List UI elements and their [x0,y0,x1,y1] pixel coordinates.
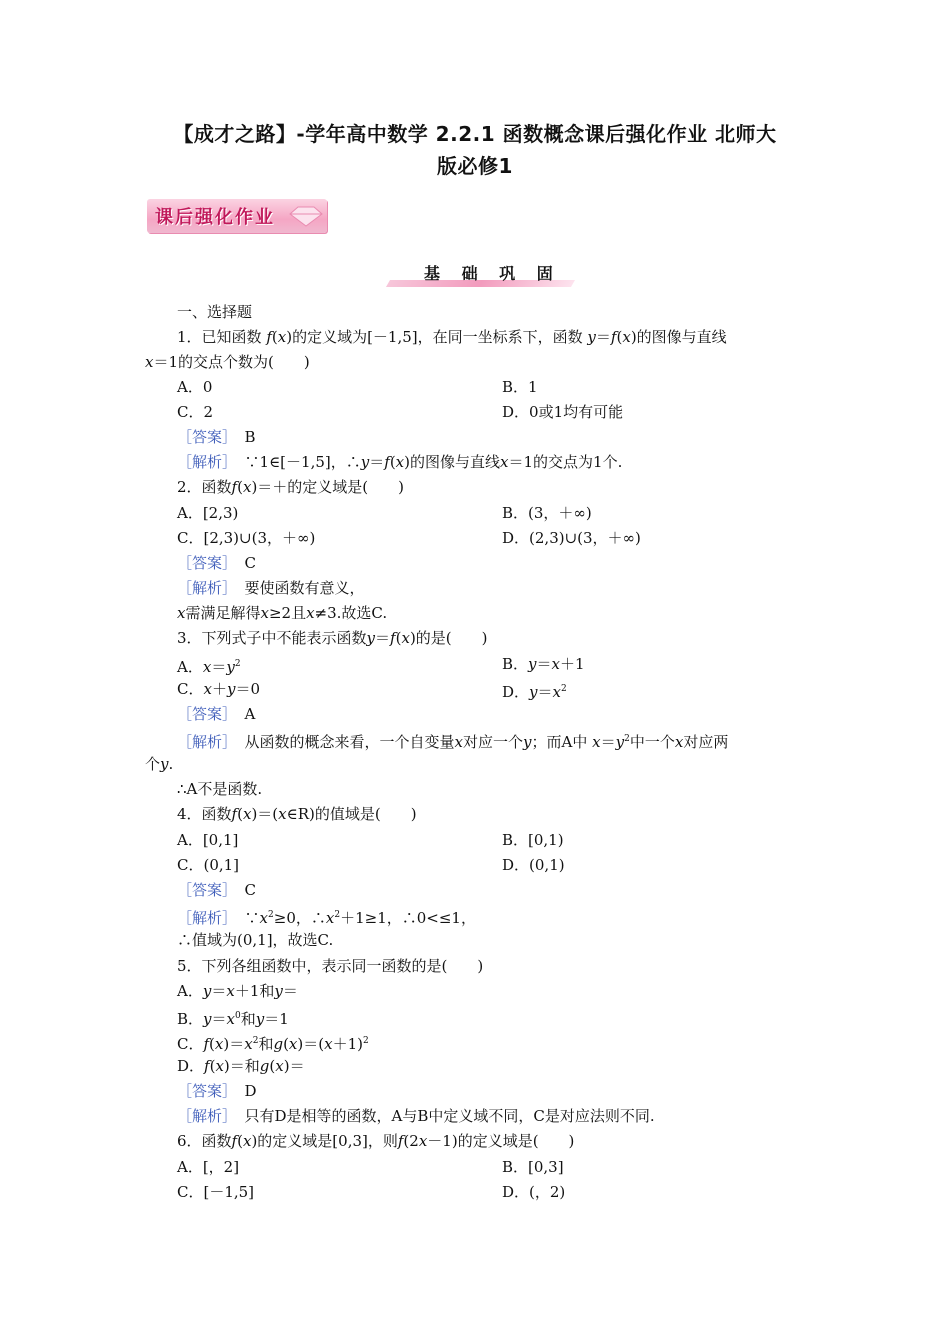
q5-option-a: A．y＝x＋1和y＝ [177,982,298,1000]
q1-option-b: B．1 [502,378,538,396]
q6-stem: 6．函数f(x)的定义域是[0,3]，则f(2x－1)的定义域是( ) [177,1132,575,1150]
q2-analysis: ［解析］ 要使函数有意义， [177,579,365,597]
title-line-2: 版必修1 [437,154,513,178]
q4-analysis-line2: ∴值域为(0,1]，故选C. [177,931,334,949]
q4-option-d: D．(0,1) [502,856,565,874]
q4-answer: ［答案］ C [177,881,257,899]
q6-option-a: A．[，2] [177,1158,240,1176]
q3-answer: ［答案］ A [177,705,256,723]
q4-stem: 4．函数f(x)＝(x∈R)的值域是( ) [177,805,417,823]
q6-option-b: B．[0,3] [502,1158,564,1176]
q2-stem: 2．函数f(x)＝＋的定义域是( ) [177,478,405,496]
q1-stem-line2: x＝1的交点个数为( ) [145,353,310,371]
q3-option-b: B．y＝x＋1 [502,655,585,673]
q1-option-a: A．0 [177,378,213,396]
q5-option-d: D．f(x)＝和g(x)＝ [177,1057,305,1075]
q5-option-b: B．$y=x^0$和y＝1 [177,1010,289,1028]
q3-stem: 3．下列式子中不能表示函数y＝f(x)的是( ) [177,629,488,647]
q2-analysis-line2: x需满足解得x≥2且x≠3.故选C. [177,604,388,622]
q5-answer: ［答案］ D [177,1082,257,1100]
q1-option-d: D．0或1均有可能 [502,403,624,421]
q5-option-c: C．$f(x)=x^2$和$g(x)=(x+1)^2$ [177,1035,369,1053]
part-heading: 一、选择题 [177,303,253,321]
q3-option-c: C．x＋y＝0 [177,680,260,698]
q2-option-b: B．(3，＋∞) [502,504,592,522]
q3-option-d: D．$y=x^2$ [502,683,567,701]
q2-option-d: D．(2,3)∪(3，＋∞) [502,529,641,547]
document-title [130,118,820,182]
title-line-1: 【成才之路】-学年高中数学 2.2.1 函数概念课后强化作业 北师大 [173,122,777,146]
diamond-icon [286,204,326,230]
q4-option-c: C．(0,1] [177,856,240,874]
q4-analysis: ［解析］ $\because x^2\ge 0$，$\therefore x^2+1\ge 1$，∴0<≤1， [177,909,476,927]
q3-option-a: A．$x=y^2$ [177,658,241,676]
q1-option-c: C．2 [177,403,214,421]
q2-answer: ［答案］ C [177,554,257,572]
q2-option-c: C．[2,3)∪(3，＋∞) [177,529,316,547]
section-heading-text: 基 础 巩 固 [424,264,561,283]
q5-analysis: ［解析］ 只有D是相等的函数，A与B中定义域不同，C是对应法则不同. [177,1107,655,1125]
q1-analysis: ［解析］ ∵1∈[－1,5]，∴y＝f(x)的图像与直线x＝1的交点为1个. [177,453,623,471]
badge-label: 课后强化作业 [155,207,275,228]
q3-analysis-line2: 个y. [145,755,174,773]
q4-option-b: B．[0,1) [502,831,564,849]
q1-stem: 1．已知函数 f(x)的定义域为[－1,5]，在同一坐标系下，函数 y＝f(x)的图像与直线 [177,328,727,346]
q4-option-a: A．[0,1] [177,831,239,849]
q3-analysis: ［解析］ 从函数的概念来看，一个自变量x对应一个y；而A中 $x=y^2$中一个x对应两 [177,733,729,751]
q6-option-d: D．(，2) [502,1183,566,1201]
q6-option-c: C．[－1,5] [177,1183,255,1201]
q1-answer: ［答案］ B [177,428,256,446]
q5-stem: 5．下列各组函数中，表示同一函数的是( ) [177,957,484,975]
q2-option-a: A．[2,3) [177,504,239,522]
section-heading [378,258,578,292]
q3-analysis-line3: ∴A不是函数. [177,780,263,798]
